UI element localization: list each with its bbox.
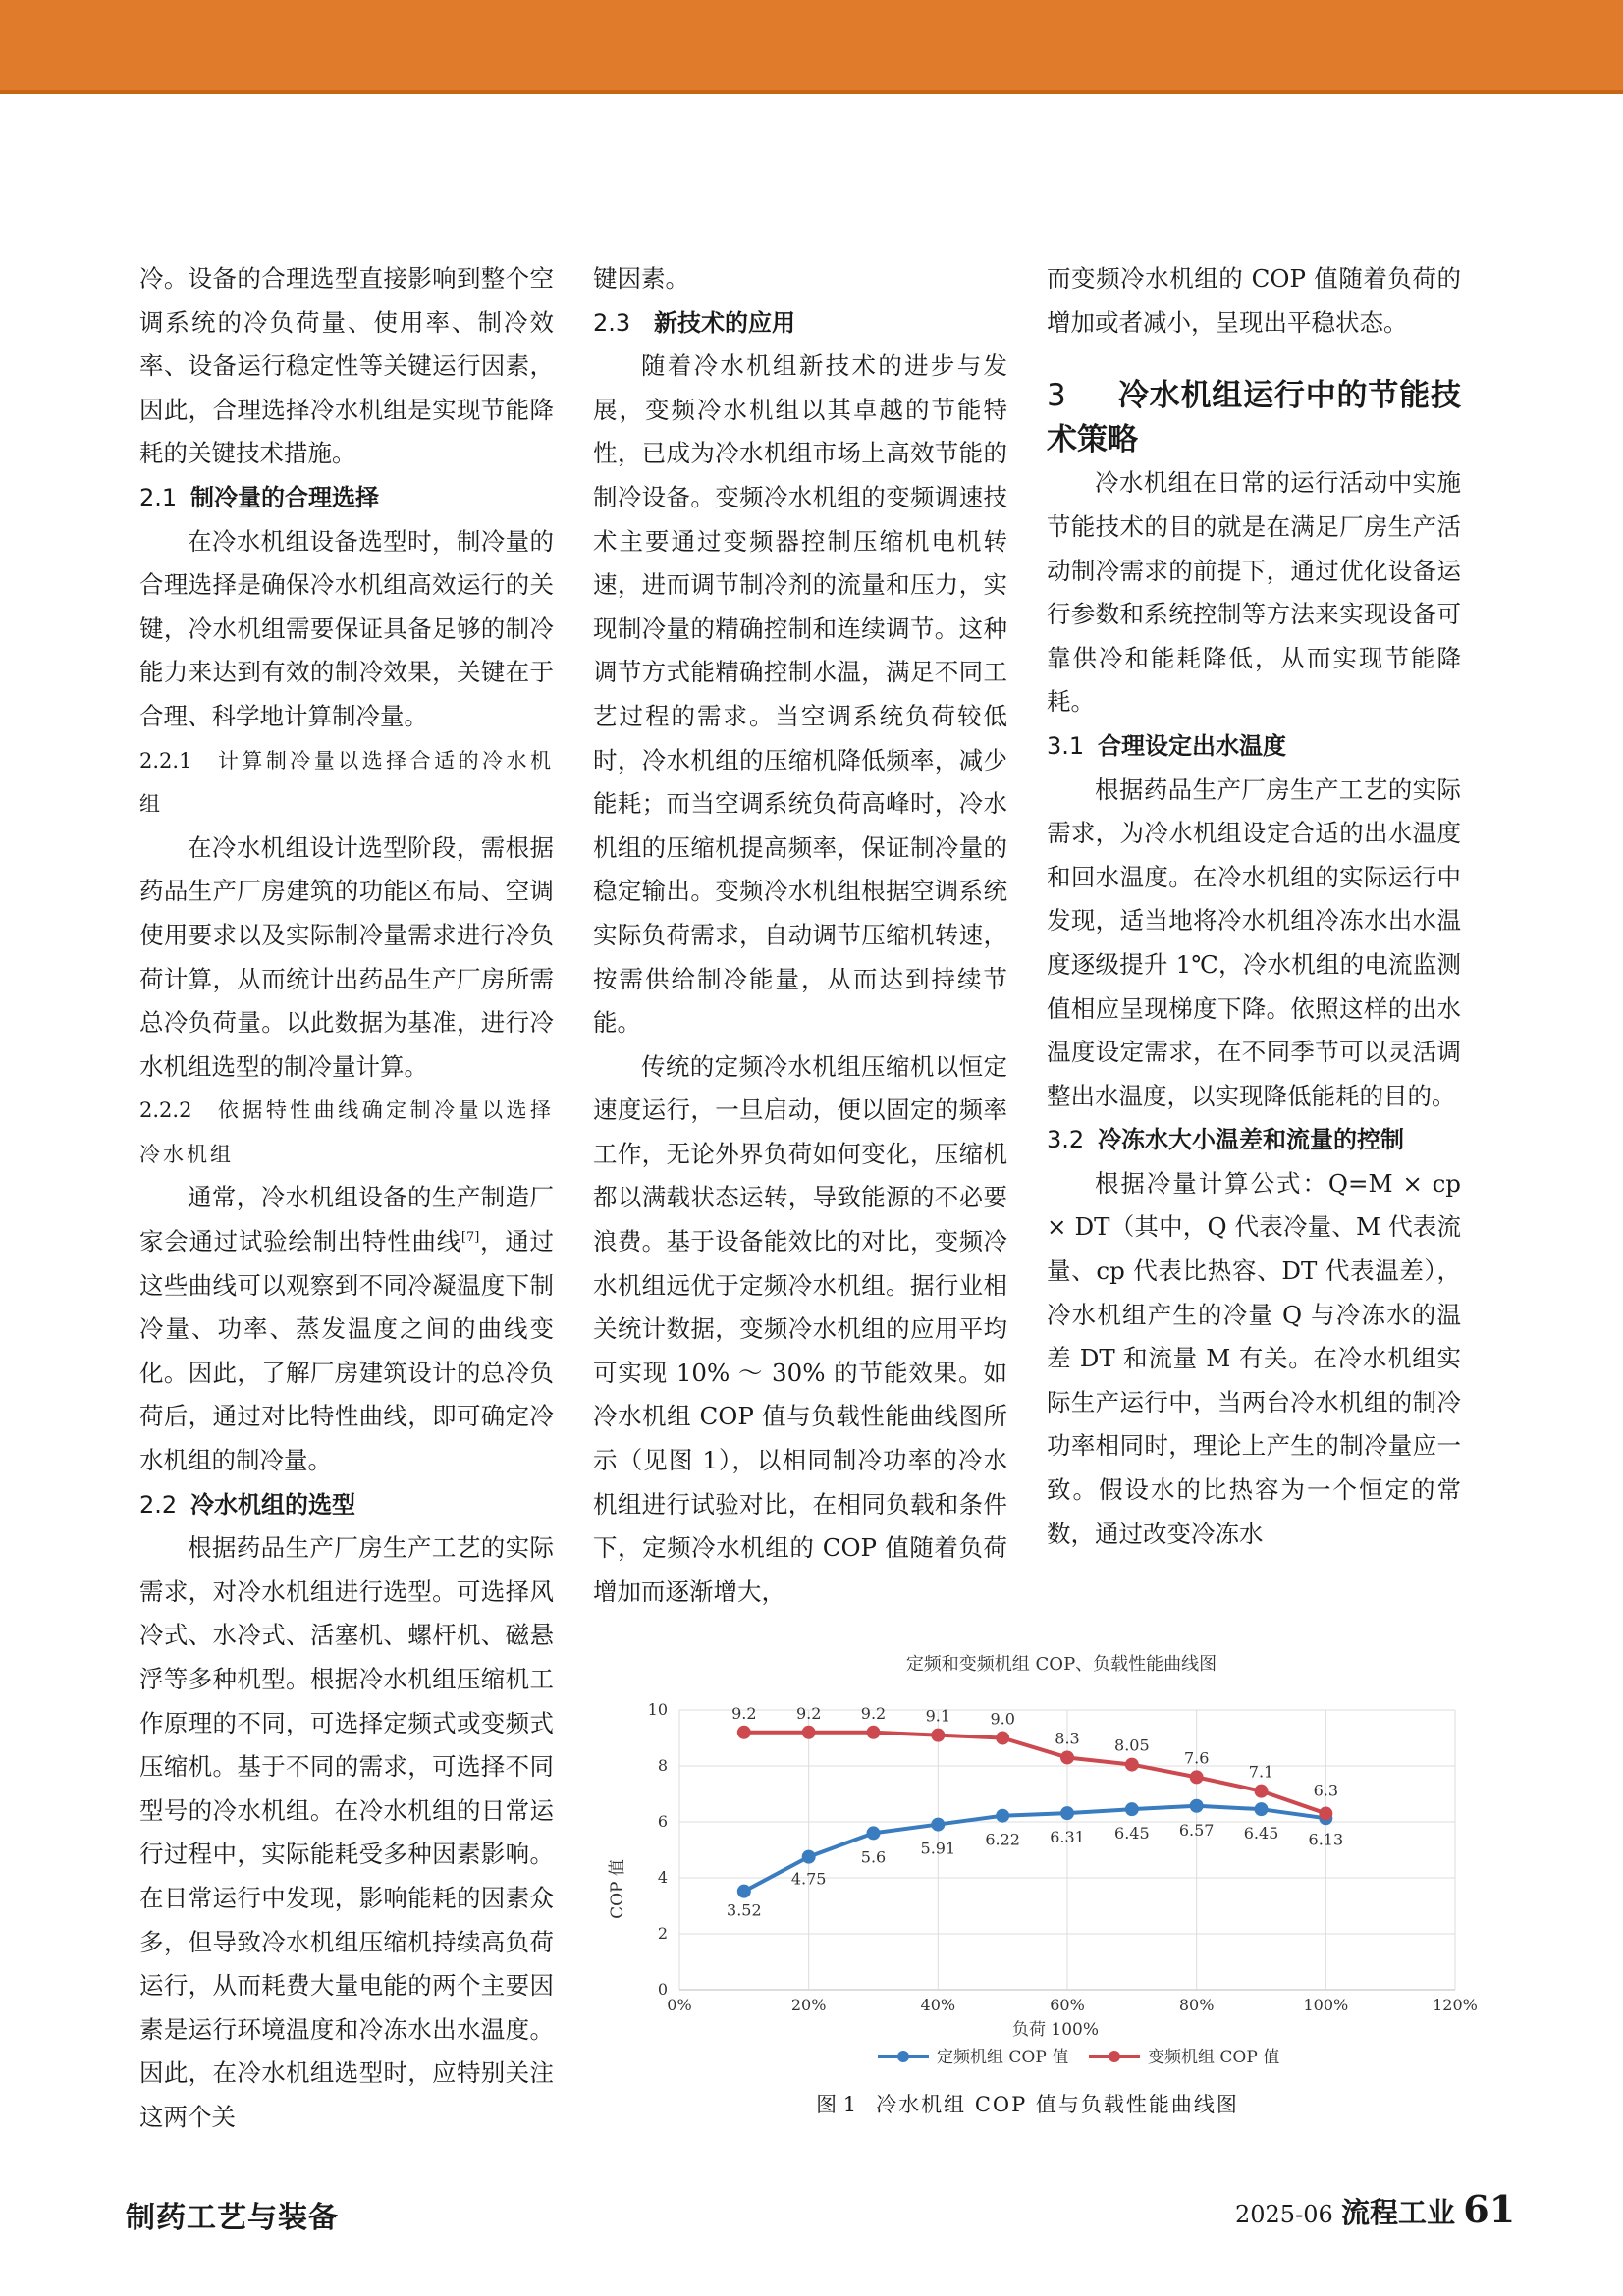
section-heading-2-2 bbox=[139, 1483, 554, 1527]
section-heading-2-1 bbox=[139, 476, 554, 520]
series-1-point bbox=[996, 1809, 1009, 1823]
y-tick-label: 2 bbox=[657, 1924, 668, 1943]
series-1-point bbox=[1190, 1799, 1204, 1813]
section-heading-3-2 bbox=[1047, 1118, 1461, 1162]
section-number: 3 bbox=[1047, 378, 1066, 414]
x-tick-label: 100% bbox=[1303, 1996, 1349, 2014]
paragraph: 根据冷量计算公式：Q=M × cp × DT（其中，Q 代表冷量、M 代表流量、cp 代表比热容、DT 代表温差），冷水机组产生的冷量 Q 与冷冻水的温差 DT 和流量 M 有关。在冷水机组实际生产运行中，当两台冷水机组的制冷功率相同时，理论上产生的制冷量应一致。假设水的比热容为一个恒定的常数，通过改变冷冻水 bbox=[1047, 1168, 1461, 1548]
y-tick-label: 8 bbox=[657, 1756, 668, 1775]
series-1-point bbox=[1255, 1802, 1269, 1816]
data-label: 6.22 bbox=[985, 1830, 1020, 1849]
series-1-point bbox=[737, 1885, 751, 1898]
series-2-point bbox=[737, 1726, 751, 1739]
y-axis-label: COP 值 bbox=[608, 1859, 627, 1919]
section-title: 冷水机组运行中的节能技术策略 bbox=[1047, 378, 1461, 457]
footer-issue: 2025-06 bbox=[1235, 2201, 1333, 2228]
subsection-heading-2-2-2 bbox=[139, 1089, 554, 1176]
x-tick-label: 60% bbox=[1050, 1996, 1085, 2014]
column-2 bbox=[593, 257, 1007, 1614]
cop-load-chart bbox=[593, 1644, 1478, 2155]
data-label: 6.45 bbox=[1114, 1824, 1150, 1843]
data-label: 5.6 bbox=[860, 1847, 887, 1867]
data-label: 9.1 bbox=[925, 1706, 951, 1726]
series-2-point bbox=[1190, 1770, 1204, 1784]
column-1 bbox=[139, 257, 554, 2140]
data-label: 8.05 bbox=[1114, 1735, 1150, 1755]
series-2-point bbox=[802, 1726, 816, 1739]
paragraph: 根据药品生产厂房生产工艺的实际需求，为冷水机组设定合适的出水温度和回水温度。在冷水机组的实际运行中发现，适当地将冷水机组冷冻水出水温度逐级提升 1℃，冷水机组的电流监测值相应呈现梯度下降。依照这样的出水温度设定需求，在不同季节可以灵活调整出水温度，以实现降低能耗的目的。 bbox=[1047, 774, 1461, 1110]
section-number: 2.3 bbox=[593, 308, 631, 337]
series-1-point bbox=[867, 1826, 881, 1840]
data-label: 6.57 bbox=[1178, 1820, 1215, 1840]
y-tick-label: 0 bbox=[657, 1980, 668, 1999]
paragraph-text: ，通过这些曲线可以观察到不同冷凝温度下制冷量、功率、蒸发温度之间的曲线变化。因此，了解厂房建筑设计的总冷负荷后，通过对比特性曲线，即可确定冷水机组的制冷量。 bbox=[139, 1227, 554, 1475]
paragraph: 传统的定频冷水机组压缩机以恒定速度运行，一旦启动，便以固定的频率工作，无论外界负荷如何变化，压缩机都以满载状态运转，导致能源的不必要浪费。基于设备能效比的对比，变频冷水机组远优于定频冷水机组。据行业相关统计数据，变频冷水机组的应用平均可实现 10% ～ 30% 的节能效果。如冷水机组 COP 值与负载性能曲线图所示（见图 1），以相同制冷功率的冷水机组进行试验对比，在相同负载和条件下，定频冷水机组的 COP 值随着负荷增加而逐渐增大， bbox=[593, 1051, 1007, 1606]
series-1-point bbox=[1125, 1802, 1139, 1816]
figure-caption bbox=[593, 2089, 1462, 2118]
citation-ref: [7] bbox=[460, 1229, 480, 1245]
data-label: 6.13 bbox=[1308, 1830, 1344, 1849]
header-band bbox=[0, 0, 1623, 94]
section-title: 制冷量的合理选择 bbox=[190, 483, 379, 511]
x-axis-label: 负荷 100% bbox=[1011, 2020, 1100, 2040]
data-label: 9.2 bbox=[795, 1703, 822, 1723]
section-number: 3.1 bbox=[1047, 731, 1085, 760]
caption-number: 图 1 bbox=[816, 2093, 857, 2116]
section-title: 冷水机组的选型 bbox=[190, 1490, 355, 1519]
section-number: 3.2 bbox=[1047, 1126, 1085, 1154]
paragraph bbox=[139, 1176, 554, 1482]
paragraph: 根据药品生产厂房生产工艺的实际需求，对冷水机组进行选型。可选择风冷式、水冷式、活塞机、螺杆机、磁悬浮等多种机型。根据冷水机组压缩机工作原理的不同，可选择定频式或变频式压缩机。基于不同的需求，可选择不同型号的冷水机组。在冷水机组的日常运行过程中，实际能耗受多种因素影响。在日常运行中发现，影响能耗的因素众多，但导致冷水机组压缩机持续高负荷运行，从而耗费大量电能的两个主要因素是运行环境温度和冷冻水出水温度。因此，在冷水机组选型时，应特别关注这两个关 bbox=[139, 1533, 554, 2131]
subsection-heading-2-2-1 bbox=[139, 739, 554, 827]
series-2-point bbox=[996, 1732, 1009, 1745]
paragraph: 随着冷水机组新技术的进步与发展，变频冷水机组以其卓越的节能特性，已成为冷水机组市场上高效节能的制冷设备。变频冷水机组的变频调速技术主要通过变频器控制压缩机电机转速，进而调节制冷剂的流量和压力，实现制冷量的精确控制和连续调节。这种调节方式能精确控制水温，满足不同工艺过程的需求。当空调系统负荷较低时，冷水机组的压缩机降低频率，减少能耗；而当空调系统负荷高峰时，冷水机组的压缩机提高频率，保证制冷量的稳定输出。变频冷水机组根据空调系统实际负荷需求，自动调节压缩机转速，按需供给制冷能量，从而达到持续节能。 bbox=[593, 351, 1007, 1038]
series-2-point bbox=[1125, 1758, 1139, 1772]
series-2-point bbox=[931, 1729, 945, 1742]
section-heading-3-1 bbox=[1047, 724, 1461, 769]
data-label: 7.6 bbox=[1183, 1748, 1210, 1768]
series-1-point bbox=[931, 1818, 945, 1832]
legend-swatch-point bbox=[897, 2051, 909, 2062]
series-2-point bbox=[1319, 1806, 1332, 1820]
x-tick-label: 80% bbox=[1178, 1996, 1215, 2014]
data-label: 6.45 bbox=[1243, 1824, 1279, 1843]
data-label: 9.2 bbox=[860, 1703, 887, 1723]
data-label: 9.2 bbox=[731, 1703, 757, 1723]
paragraph: 在冷水机组设计选型阶段，需根据药品生产厂房建筑的功能区布局、空调使用要求以及实际制冷量需求进行冷负荷计算，从而统计出药品生产厂房所需总冷负荷量。以此数据为基准，进行冷水机组选型的制冷量计算。 bbox=[139, 832, 554, 1081]
series-1-point bbox=[802, 1850, 816, 1864]
section-title: 计算制冷量以选择合适的冷水机组 bbox=[139, 748, 554, 817]
paragraph-text: 通常，冷水机组设备的生产制造厂家会通过试验绘制出特性曲线 bbox=[139, 1183, 554, 1256]
column-3 bbox=[1047, 257, 1461, 1556]
x-tick-label: 20% bbox=[790, 1996, 827, 2014]
footer-journal: 流程工业 bbox=[1341, 2196, 1456, 2229]
data-label: 6.31 bbox=[1050, 1828, 1085, 1847]
section-number: 2.2.1 bbox=[139, 748, 192, 773]
y-tick-label: 10 bbox=[647, 1700, 668, 1719]
data-label: 8.3 bbox=[1055, 1729, 1080, 1748]
x-tick-label: 40% bbox=[920, 1996, 956, 2014]
legend-label: 定频机组 COP 值 bbox=[937, 2048, 1069, 2067]
paragraph: 键因素。 bbox=[593, 264, 689, 293]
section-number: 2.1 bbox=[139, 483, 178, 511]
y-tick-label: 4 bbox=[657, 1868, 668, 1887]
data-label: 7.1 bbox=[1248, 1762, 1274, 1782]
paragraph: 在冷水机组设备选型时，制冷量的合理选择是确保冷水机组高效运行的关键，冷水机组需要保证具备足够的制冷能力来达到有效的制冷效果，关键在于合理、科学地计算制冷量。 bbox=[139, 526, 554, 730]
section-number: 2.2.2 bbox=[139, 1098, 192, 1123]
chart-title: 定频和变频机组 COP、负载性能曲线图 bbox=[905, 1654, 1217, 1675]
paragraph: 冷水机组在日常的运行活动中实施节能技术的目的就是在满足厂房生产活动制冷需求的前提下，通过优化设备运行参数和系统控制等方法来实现设备可靠供冷和能耗降低，从而实现节能降耗。 bbox=[1047, 468, 1461, 717]
paragraph: 而变频冷水机组的 COP 值随着负荷的增加或者减小，呈现出平稳状态。 bbox=[1047, 264, 1461, 337]
x-tick-label: 0% bbox=[667, 1996, 692, 2014]
legend-swatch-point bbox=[1109, 2051, 1120, 2062]
section-heading-2-3 bbox=[593, 301, 1007, 346]
caption-text: 冷水机组 COP 值与负载性能曲线图 bbox=[876, 2093, 1239, 2116]
series-1-point bbox=[1060, 1806, 1074, 1820]
footer-section-name: 制药工艺与装备 bbox=[126, 2201, 339, 2235]
series-2-point bbox=[1255, 1785, 1269, 1798]
y-tick-label: 6 bbox=[657, 1812, 668, 1831]
legend-label: 变频机组 COP 值 bbox=[1148, 2048, 1280, 2067]
section-title: 依据特性曲线确定制冷量以选择冷水机组 bbox=[139, 1098, 554, 1166]
paragraph: 冷。设备的合理选型直接影响到整个空调系统的冷负荷量、使用率、制冷效率、设备运行稳定性等关键运行因素，因此，合理选择冷水机组是实现节能降耗的关键技术措施。 bbox=[139, 264, 554, 468]
x-tick-label: 120% bbox=[1433, 1996, 1478, 2014]
data-label: 5.91 bbox=[920, 1839, 956, 1858]
data-label: 4.75 bbox=[790, 1869, 827, 1889]
section-title: 冷冻水大小温差和流量的控制 bbox=[1098, 1126, 1404, 1154]
section-title: 新技术的应用 bbox=[654, 308, 795, 337]
series-2-point bbox=[867, 1726, 881, 1739]
section-title: 合理设定出水温度 bbox=[1098, 731, 1286, 760]
data-label: 9.0 bbox=[990, 1709, 1015, 1729]
data-label: 3.52 bbox=[727, 1900, 762, 1920]
page-number: 61 bbox=[1463, 2187, 1516, 2231]
section-heading-3 bbox=[1047, 374, 1461, 461]
data-label: 6.3 bbox=[1313, 1781, 1339, 1800]
footer-issue-info bbox=[1235, 2187, 1515, 2231]
series-2-point bbox=[1060, 1750, 1074, 1764]
section-number: 2.2 bbox=[139, 1490, 178, 1519]
